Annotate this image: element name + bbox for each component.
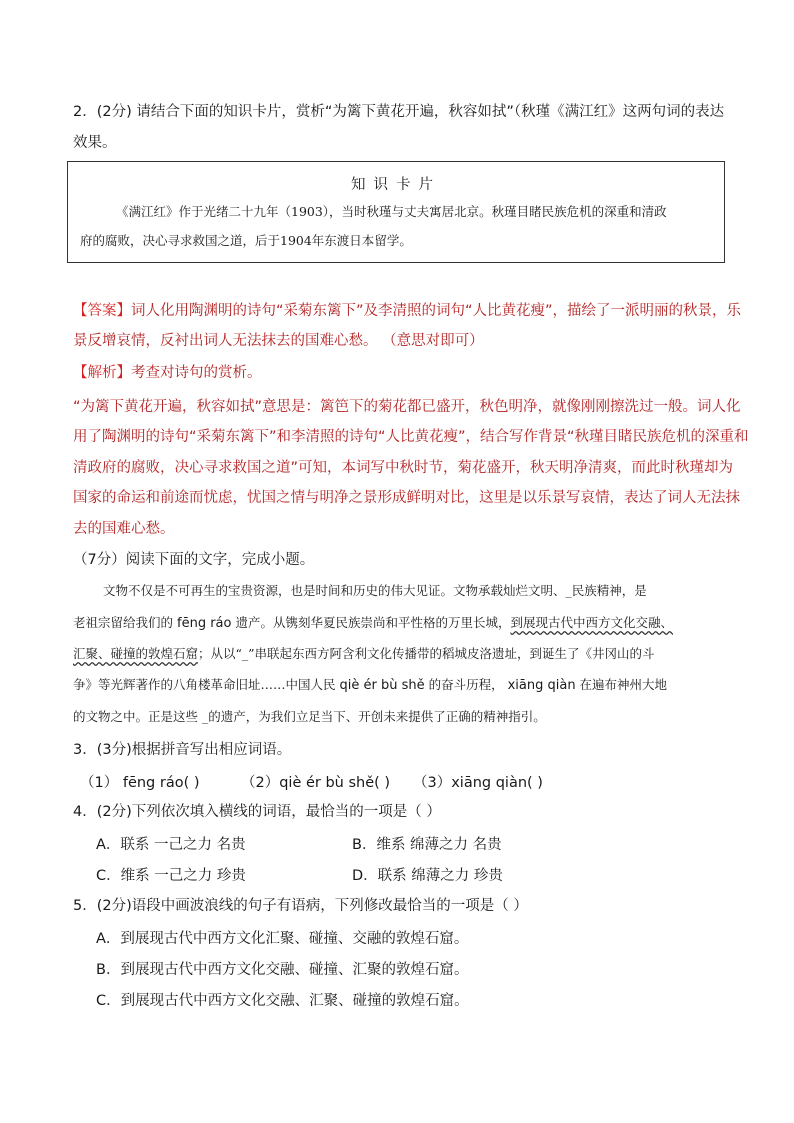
q4-option-c: C．维系 一己之力 珍贵	[96, 868, 246, 884]
analysis-line3: 清政府的腐败，决心寻求救国之道”可知，本词写中秋时节，菊花盛开，秋天明净清爽，而此时秋瑾却为	[73, 460, 734, 476]
pinyin-xiang-qian: xiāng qiàn	[507, 678, 576, 693]
analysis-intro: 考查对诗句的赏析。	[131, 365, 262, 381]
answer-line1	[73, 301, 741, 321]
q2-stem-line2: 效果。	[73, 135, 117, 151]
passage-text: 老祖宗留给我们的	[73, 615, 174, 630]
q5-option-c: C．到展现古代中西方文化交融、汇聚、碰撞的敦煌石窟。	[96, 993, 469, 1009]
q4-stem: 4．(2分)下列依次填入横线的词语，最恰当的一项是（ ）	[73, 804, 441, 820]
analysis-line4: 国家的命运和前途而忧虑，忧国之情与明净之景形成鲜明对比，这里是以乐景写哀情，表达了词人无法抹	[73, 490, 740, 506]
passage-text: ；从以“_”串联起东西方阿含利文化传播带的稻城皮洛遗址，到诞生了《井冈山的斗	[198, 646, 655, 661]
analysis-line1: “为篱下黄花开遍，秋容如拭”意思是：篱笆下的菊花都已盛开，秋色明净，就像刚刚擦洗过一般。词人化	[73, 399, 741, 415]
q3-item2: （2）qiè ér bù shě( )	[241, 775, 391, 791]
q3-item3: （3）xiāng qiàn( )	[413, 775, 543, 791]
pinyin-qie-er-bu-she: qiè ér bù shě	[339, 678, 425, 693]
analysis-line0	[73, 363, 262, 383]
wavy-underlined-sentence: 汇聚、碰撞的敦煌石窟	[73, 646, 199, 661]
reading-intro: （7分）阅读下面的文字，完成小题。	[73, 552, 315, 568]
answer-line2: 景反增哀情，反衬出词人无法抹去的国难心愁。 （意思对即可）	[73, 333, 484, 349]
q5-option-b: B．到展现古代中西方文化交融、碰撞、汇聚的敦煌石窟。	[96, 962, 469, 978]
answer-label: 【答案】	[73, 303, 131, 319]
q4-option-a: A．联系 一己之力 名贵	[96, 837, 246, 853]
knowledge-card-title: 知识卡片	[351, 177, 441, 193]
analysis-line2: 用了陶渊明的诗句“采菊东篱下”和李清照的诗句“人比黄花瘦”，结合写作背景“秋瑾目睹民族危机的深重和	[73, 429, 749, 445]
passage-line4	[73, 676, 667, 695]
q5-option-a: A．到展现古代中西方文化汇聚、碰撞、交融的敦煌石窟。	[96, 931, 469, 947]
passage-line2	[73, 614, 673, 633]
q5-stem: 5．(2分)语段中画波浪线的句子有语病，下列修改最恰当的一项是（ ）	[73, 898, 528, 914]
q4-option-b: B．维系 绵薄之力 名贵	[352, 837, 502, 853]
knowledge-card-line1: 《满江红》作于光绪二十九年（1903），当时秋瑾与丈夫寓居北京。秋瑾目睹民族危机的深重和清政	[116, 204, 667, 219]
q2-stem-line1: 2．(2分) 请结合下面的知识卡片，赏析“为篱下黄花开遍，秋容如拭”（秋瑾《满江红》这两句词的表达	[73, 104, 725, 120]
passage-line1: 文物不仅是不可再生的宝贵资源，也是时间和历史的伟大见证。文物承载灿烂文明、_民族精神，是	[103, 583, 647, 598]
passage-text: 遗产。从镌刻华夏民族崇尚和平性格的万里长城，	[235, 615, 511, 630]
knowledge-card	[67, 161, 725, 263]
wavy-underlined-sentence: 到展现古代中西方文化交融、	[510, 615, 673, 630]
q3-item1: （1） fēng ráo( )	[80, 775, 200, 791]
passage-text: 在遍布神州大地	[579, 677, 668, 692]
analysis-label: 【解析】	[73, 365, 131, 381]
passage-line5: 的文物之中。正是这些 _的遗产，为我们立足当下、开创未来提供了正确的精神指引。	[73, 709, 546, 724]
pinyin-feng-rao: fēng ráo	[177, 616, 232, 631]
knowledge-card-line2: 府的腐败，决心寻求救国之道，后于1904年东渡日本留学。	[80, 233, 412, 248]
q4-option-d: D．联系 绵薄之力 珍贵	[352, 868, 503, 884]
analysis-line5: 去的国难心愁。	[73, 521, 175, 537]
passage-text: 的奋斗历程，	[428, 677, 504, 692]
passage-line3	[73, 645, 655, 663]
q3-stem: 3．(3分)根据拼音写出相应词语。	[73, 742, 292, 758]
passage-text: 争》等光辉著作的八角楼革命旧址……中国人民	[73, 677, 336, 692]
answer-text-line1: 词人化用陶渊明的诗句“采菊东篱下”及李清照的词句“人比黄花瘦”，描绘了一派明丽的秋景，乐	[131, 303, 742, 319]
